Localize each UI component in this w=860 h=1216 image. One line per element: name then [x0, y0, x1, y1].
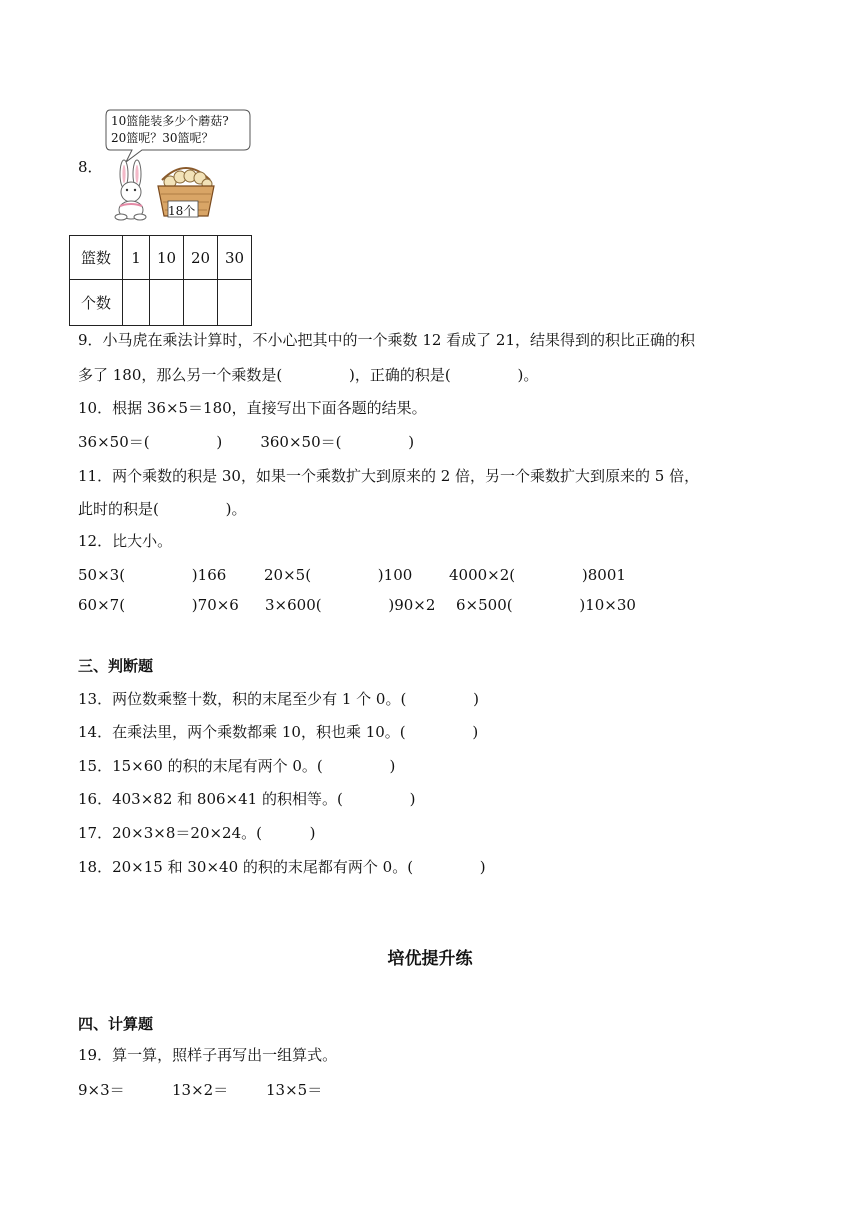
table-answer-cell[interactable] — [123, 280, 150, 326]
calc-expression: 13×5＝ — [266, 1081, 323, 1099]
compare-item: 4000×2( )8001 — [449, 566, 626, 584]
table-answer-cell[interactable] — [150, 280, 184, 326]
question-10-line-1: 10．根据 36×5＝180，直接写出下面各题的结果。 — [78, 399, 427, 417]
basket-count-table — [69, 235, 252, 326]
judgment-item: 16．403×82 和 806×41 的积相等。( ) — [78, 790, 416, 808]
table-cell: 10 — [150, 236, 184, 280]
compare-item: 6×500( )10×30 — [456, 596, 636, 614]
question-11-line-1: 11．两个乘数的积是 30，如果一个乘数扩大到原来的 2 倍，另一个乘数扩大到原来的 5 倍， — [78, 467, 700, 485]
rabbit-icon — [115, 160, 146, 220]
question-9-line-1: 9．小马虎在乘法计算时，不小心把其中的一个乘数 12 看成了 21，结果得到的积比正确的积 — [78, 331, 696, 349]
judgment-item: 17．20×3×8＝20×24。( ) — [78, 824, 316, 842]
table-row-header: 个数 — [70, 280, 123, 326]
speech-bubble-line-1: 10篮能装多少个蘑菇? — [111, 114, 229, 128]
question-8-number: 8． — [78, 158, 103, 176]
question-9-line-2: 多了 180，那么另一个乘数是( )，正确的积是( )。 — [78, 366, 539, 384]
question-10-line-2: 36×50＝( ) 360×50＝( ) — [78, 433, 415, 451]
judgment-item: 13．两位数乘整十数，积的末尾至少有 1 个 0。( ) — [78, 690, 479, 708]
judgment-item: 14．在乘法里，两个乘数都乘 10，积也乘 10。( ) — [78, 723, 479, 741]
judgment-item: 15．15×60 的积的末尾有两个 0。( ) — [78, 757, 396, 775]
table-answer-cell[interactable] — [218, 280, 252, 326]
calc-expression: 13×2＝ — [172, 1081, 229, 1099]
question-19-line-1: 19．算一算，照样子再写出一组算式。 — [78, 1046, 338, 1064]
compare-item: 50×3( )166 — [78, 566, 227, 584]
table-cell: 1 — [123, 236, 150, 280]
calc-expression: 9×3＝ — [78, 1081, 125, 1099]
question-12-line-1: 12．比大小。 — [78, 532, 173, 550]
part-title: 培优提升练 — [387, 949, 473, 969]
section-3-heading: 三、判断题 — [78, 657, 154, 675]
compare-item: 60×7( )70×6 — [78, 596, 239, 614]
table-row — [70, 280, 252, 326]
speech-bubble-line-2: 20篮呢？30篮呢？ — [111, 131, 214, 145]
question-11-line-2: 此时的积是( )。 — [78, 500, 247, 518]
section-4-heading: 四、计算题 — [78, 1015, 154, 1033]
table-row — [70, 236, 252, 280]
table-row-header: 篮数 — [70, 236, 123, 280]
table-cell: 20 — [184, 236, 218, 280]
table-cell: 30 — [218, 236, 252, 280]
judgment-item: 18．20×15 和 30×40 的积的末尾都有两个 0。( ) — [78, 858, 486, 876]
compare-item: 3×600( )90×2 — [265, 596, 436, 614]
basket-label: 18个 — [168, 204, 196, 218]
compare-item: 20×5( )100 — [264, 566, 413, 584]
table-answer-cell[interactable] — [184, 280, 218, 326]
